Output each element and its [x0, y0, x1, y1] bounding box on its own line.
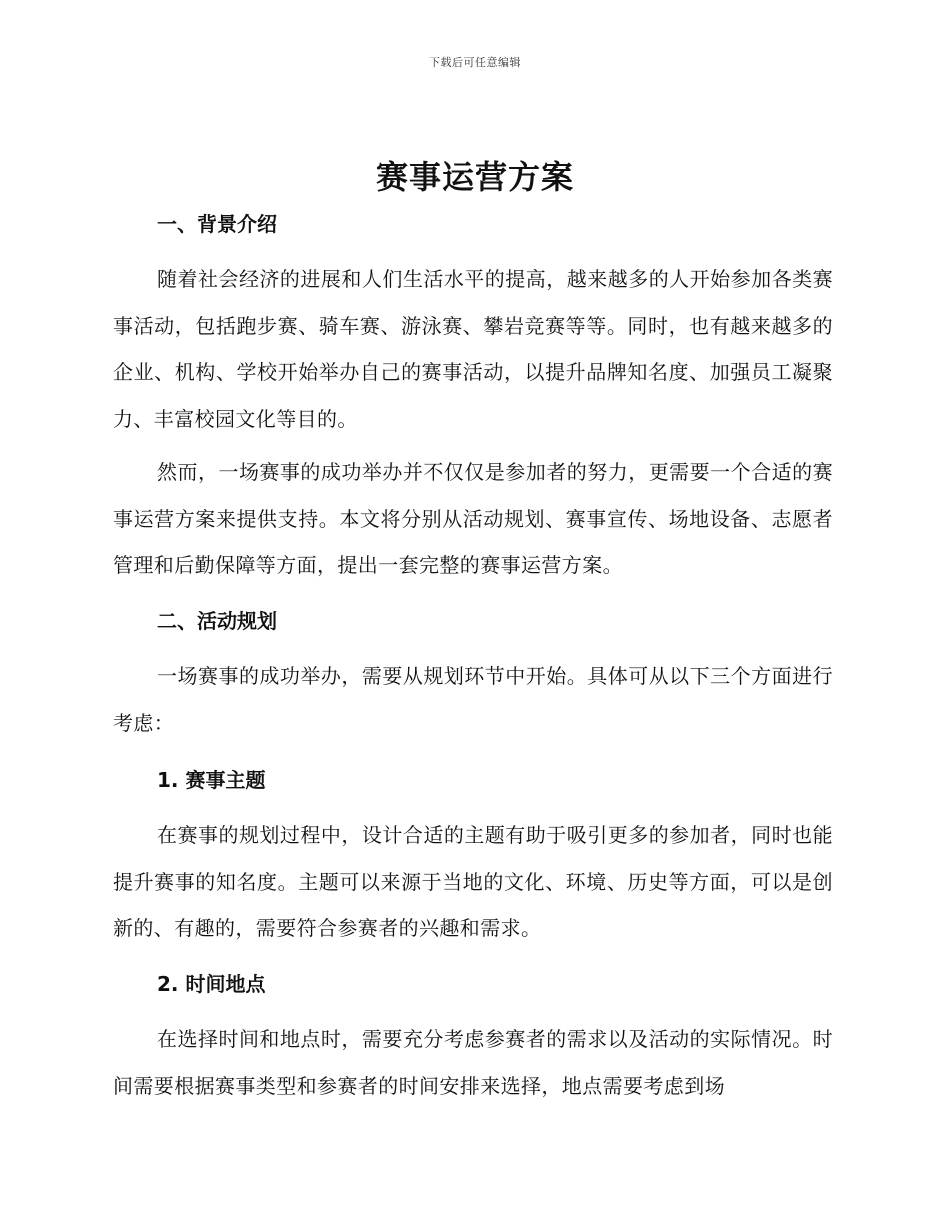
paragraph-planning-1: 一场赛事的成功举办，需要从规划环节中开始。具体可从以下三个方面进行考虑：	[113, 664, 833, 735]
paragraph-background-1: 随着社会经济的进展和人们生活水平的提高，越来越多的人开始参加各类赛事活动，包括跑步赛、骑车赛、游泳赛、攀岩竞赛等等。同时，也有越来越多的企业、机构、学校开始举办自己的赛事活动，以提升品牌知名度、加强员工凝聚力、丰富校园文化等目的。	[113, 267, 833, 431]
paragraph-time-place-1: 在选择时间和地点时，需要充分考虑参赛者的需求以及活动的实际情况。时间需要根据赛事类型和参赛者的时间安排来选择，地点需要考虑到场	[113, 1027, 833, 1098]
subsection-heading-theme: 1. 赛事主题	[157, 768, 266, 792]
paragraph-theme-1: 在赛事的规划过程中，设计合适的主题有助于吸引更多的参加者，同时也能提升赛事的知名度。主题可以来源于当地的文化、环境、历史等方面，可以是创新的、有趣的，需要符合参赛者的兴趣和需求。	[113, 823, 833, 940]
section-heading-background: 一、背景介绍	[157, 212, 277, 236]
document-title: 赛事运营方案	[375, 158, 574, 196]
subsection-heading-time-place: 2. 时间地点	[157, 972, 266, 996]
page-header: 下载后可任意编辑	[429, 56, 521, 69]
paragraph-background-2: 然而，一场赛事的成功举办并不仅仅是参加者的努力，更需要一个合适的赛事运营方案来提供支持。本文将分别从活动规划、赛事宣传、场地设备、志愿者管理和后勤保障等方面，提出一套完整的赛事运营方案。	[113, 460, 833, 577]
section-heading-planning: 二、活动规划	[157, 609, 277, 633]
